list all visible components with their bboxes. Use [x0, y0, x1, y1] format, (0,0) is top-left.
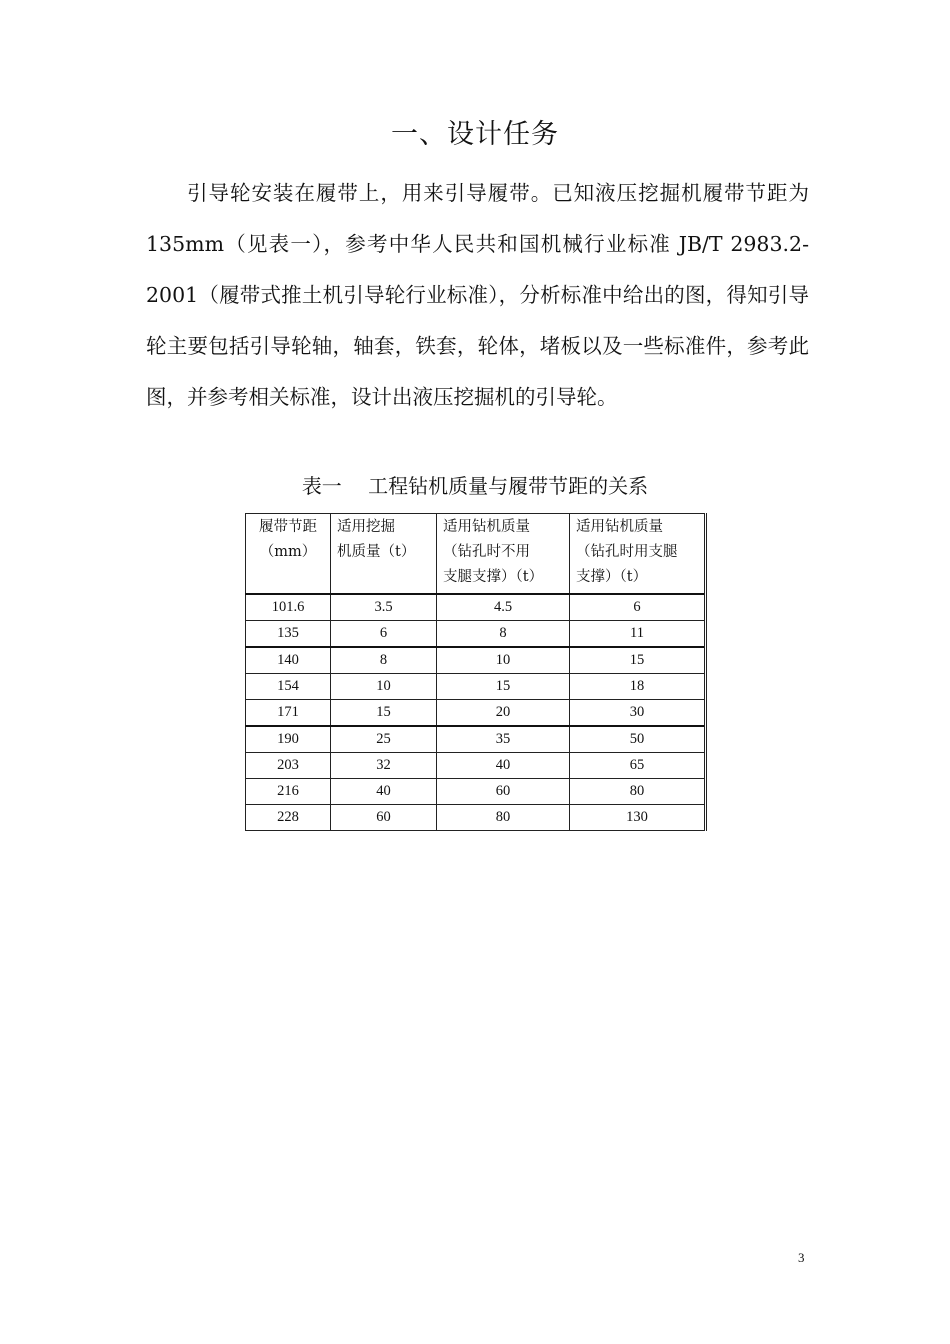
header-line: 适用钻机质量 — [443, 519, 530, 535]
header-track-pitch — [246, 514, 331, 595]
cell-pitch: 216 — [246, 779, 331, 805]
cell-drill-mass-with-support: 30 — [570, 700, 706, 727]
cell-drill-mass-with-support: 6 — [570, 594, 706, 621]
table-row — [246, 647, 706, 674]
table-row — [246, 726, 706, 753]
cell-drill-mass-no-support: 20 — [437, 700, 570, 727]
cell-pitch: 203 — [246, 753, 331, 779]
header-line: 支撑）（t） — [576, 569, 648, 585]
header-drill-mass-no-support — [437, 514, 570, 595]
header-line: 机质量（t） — [337, 544, 416, 560]
cell-pitch: 154 — [246, 674, 331, 700]
cell-excavator-mass: 10 — [331, 674, 437, 700]
cell-drill-mass-no-support: 80 — [437, 805, 570, 831]
table-row — [246, 779, 706, 805]
cell-pitch: 228 — [246, 805, 331, 831]
table-caption: 表一 工程钻机质量与履带节距的关系 — [301, 474, 649, 498]
header-excavator-mass — [331, 514, 437, 595]
pitch-mass-table — [245, 513, 707, 831]
header-line: （mm） — [259, 544, 317, 560]
cell-drill-mass-with-support: 18 — [570, 674, 706, 700]
table-row — [246, 805, 706, 831]
pitch-mass-table-container — [245, 513, 707, 831]
cell-drill-mass-with-support: 15 — [570, 647, 706, 674]
section-heading: 一、设计任务 — [391, 119, 559, 150]
cell-drill-mass-no-support: 10 — [437, 647, 570, 674]
header-line: 履带节距 — [259, 519, 317, 535]
header-line: 适用挖掘 — [337, 519, 395, 535]
cell-excavator-mass: 6 — [331, 621, 437, 648]
cell-excavator-mass: 15 — [331, 700, 437, 727]
cell-drill-mass-with-support: 65 — [570, 753, 706, 779]
cell-drill-mass-no-support: 8 — [437, 621, 570, 648]
cell-drill-mass-no-support: 4.5 — [437, 594, 570, 621]
cell-drill-mass-no-support: 35 — [437, 726, 570, 753]
header-line: （钻孔时不用 — [443, 544, 530, 560]
header-line: 支腿支撑）（t） — [443, 569, 544, 585]
cell-pitch: 135 — [246, 621, 331, 648]
table-header-row — [246, 514, 706, 595]
cell-excavator-mass: 32 — [331, 753, 437, 779]
cell-drill-mass-no-support: 15 — [437, 674, 570, 700]
cell-pitch: 140 — [246, 647, 331, 674]
cell-excavator-mass: 25 — [331, 726, 437, 753]
cell-pitch: 101.6 — [246, 594, 331, 621]
page-number: 3 — [798, 1250, 805, 1265]
cell-excavator-mass: 8 — [331, 647, 437, 674]
table-row — [246, 674, 706, 700]
task-paragraph: 引导轮安装在履带上，用来引导履带。已知液压挖掘机履带节距为 135mm（见表一），参考中华人民共和国机械行业标准 JB/T 2983.2-2001（履带式推土机引导轮行业标准），分析标准中给出的图，得知引导轮主要包括引导轮轴，轴套，铁套，轮体，堵板以及一些标准件，参考此图，并参考相关标准，设计出液压挖掘机的引导轮。 — [146, 181, 809, 409]
header-line: （钻孔时用支腿 — [576, 544, 678, 560]
cell-drill-mass-with-support: 80 — [570, 779, 706, 805]
header-line: 适用钻机质量 — [576, 519, 663, 535]
cell-pitch: 171 — [246, 700, 331, 727]
cell-drill-mass-with-support: 130 — [570, 805, 706, 831]
table-row — [246, 700, 706, 727]
cell-excavator-mass: 60 — [331, 805, 437, 831]
cell-excavator-mass: 3.5 — [331, 594, 437, 621]
cell-drill-mass-with-support: 11 — [570, 621, 706, 648]
table-row — [246, 594, 706, 621]
header-drill-mass-with-support — [570, 514, 706, 595]
cell-excavator-mass: 40 — [331, 779, 437, 805]
cell-drill-mass-with-support: 50 — [570, 726, 706, 753]
cell-pitch: 190 — [246, 726, 331, 753]
table-row — [246, 621, 706, 648]
cell-drill-mass-no-support: 60 — [437, 779, 570, 805]
table-row — [246, 753, 706, 779]
cell-drill-mass-no-support: 40 — [437, 753, 570, 779]
